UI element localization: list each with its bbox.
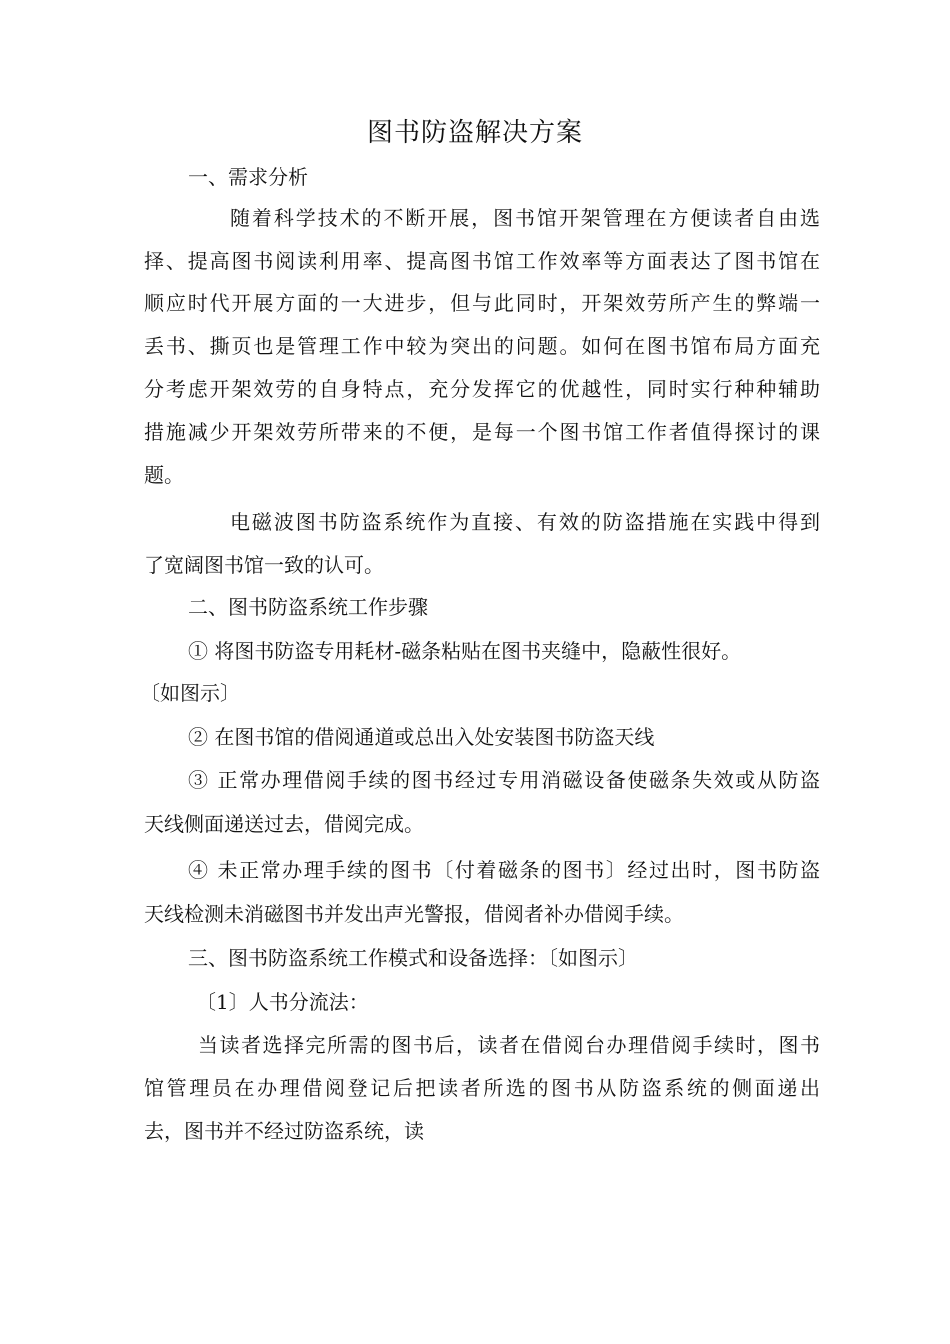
paragraph-line: 电磁波图书防盗系统作为直接、有效的防盗措施在实践中得到 xyxy=(230,510,820,534)
paragraph-line: 了宽阔图书馆一致的认可。 xyxy=(144,553,384,577)
heading-modes-and-equipment: 三、图书防盗系统工作模式和设备选择：〔如图示〕 xyxy=(188,946,638,970)
figure-reference: 〔如图示〕 xyxy=(140,681,240,705)
document-title: 图书防盗解决方案 xyxy=(366,118,583,148)
step-2-line: ② 在图书馆的借阅通道或总出入处安装图书防盗天线 xyxy=(188,725,655,749)
paragraph-line: 丢书、撕页也是管理工作中较为突出的问题。如何在图书馆布局方面充 xyxy=(144,334,820,358)
heading-requirements-analysis: 一、需求分析 xyxy=(188,165,308,189)
heading-workflow-steps: 二、图书防盗系统工作步骤 xyxy=(188,595,428,619)
paragraph-line: 顺应时代开展方面的一大进步，但与此同时，开架效劳所产生的弊端一 xyxy=(144,291,820,315)
paragraph-line: 去，图书并不经过防盗系统，读 xyxy=(144,1119,424,1143)
paragraph-line: 措施减少开架效劳所带来的不便，是每一个图书馆工作者值得探讨的课 xyxy=(144,420,820,444)
subheading-separation-method: 〔1〕人书分流法： xyxy=(196,990,369,1014)
paragraph-line: 当读者选择完所需的图书后，读者在借阅台办理借阅手续时，图书 xyxy=(198,1033,820,1057)
paragraph-line: 馆管理员在办理借阅登记后把读者所选的图书从防盗系统的侧面递出 xyxy=(144,1076,820,1100)
step-4-line: 天线检测未消磁图书并发出声光警报，借阅者补办借阅手续。 xyxy=(144,902,684,926)
step-4-line: ④ 未正常办理手续的图书〔付着磁条的图书〕经过出时，图书防盗 xyxy=(188,858,820,882)
paragraph-line: 择、提高图书阅读利用率、提高图书馆工作效率等方面表达了图书馆在 xyxy=(144,249,820,273)
paragraph-line: 分考虑开架效劳的自身特点，充分发挥它的优越性，同时实行种种辅助 xyxy=(144,377,820,401)
step-3-line: ③ 正常办理借阅手续的图书经过专用消磁设备使磁条失效或从防盗 xyxy=(188,768,820,792)
paragraph-line: 随着科学技术的不断开展，图书馆开架管理在方便读者自由选 xyxy=(230,206,820,230)
step-3-line: 天线侧面递送过去，借阅完成。 xyxy=(144,812,424,836)
step-1-line: ① 将图书防盗专用耗材-磁条粘贴在图书夹缝中，隐蔽性很好。 xyxy=(188,639,742,663)
paragraph-line: 题。 xyxy=(144,463,184,487)
